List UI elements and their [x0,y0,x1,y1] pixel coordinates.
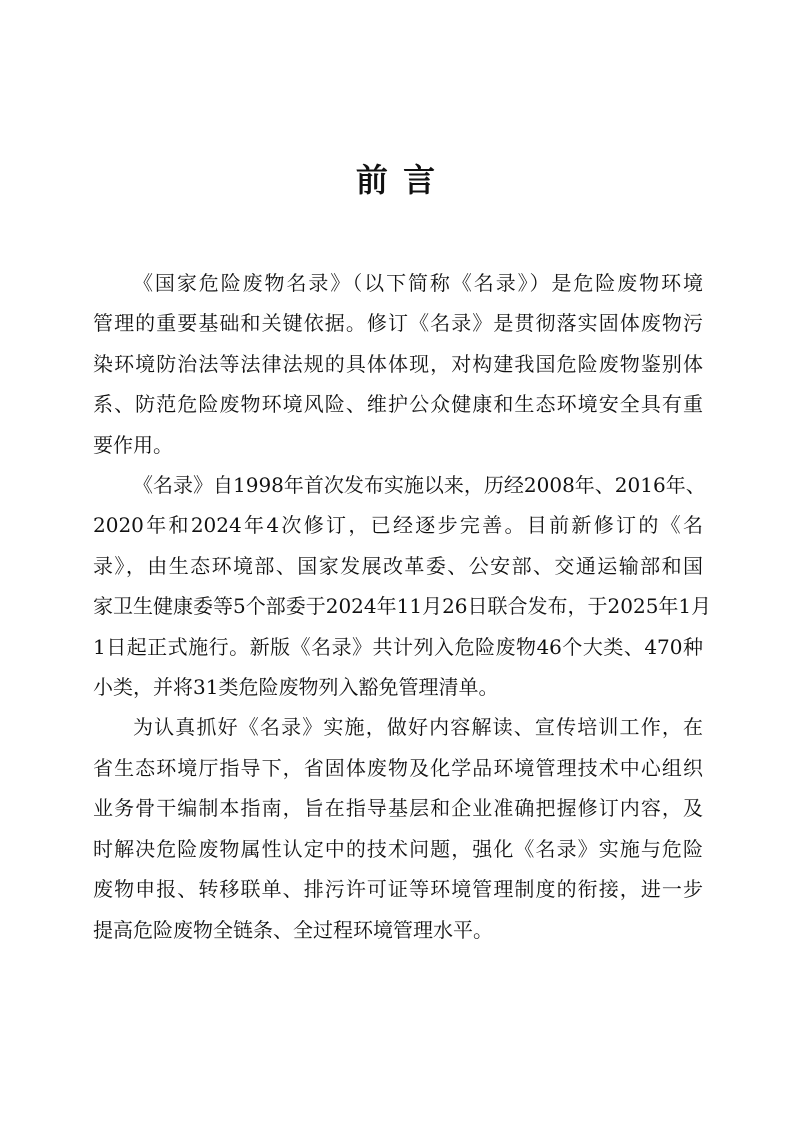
paragraph-line: 录》，由生态环境部、国家发展改革委、公安部、交通运输部和国 [93,553,703,578]
paragraph-line: 业务骨干编制本指南，旨在指导基层和企业准确把握修订内容，及 [93,796,703,821]
paragraph-line: 2020年和2024年4次修订，已经逐步完善。目前新修订的《名 [93,513,703,538]
paragraph-1 [93,263,703,465]
paragraph-line: 系、防范危险废物环境风险、维护公众健康和生态环境安全具有重 [93,392,703,417]
preface-body [93,263,712,950]
paragraph-line: 染环境防治法等法律法规的具体体现，对构建我国危险废物鉴别体 [93,351,703,376]
paragraph-line: 小类，并将31类危险废物列入豁免管理清单。 [93,675,499,700]
paragraph-line: 废物申报、转移联单、排污许可证等环境管理制度的衔接，进一步 [93,877,703,902]
paragraph-2 [93,465,712,707]
paragraph-line: 管理的重要基础和关键依据。修订《名录》是贯彻落实固体废物污 [93,311,703,336]
paragraph-3 [93,707,703,949]
paragraph-line: 《名录》自1998年首次发布实施以来，历经2008年、2016年、 [133,473,706,498]
paragraph-line: 1日起正式施行。新版《名录》共计列入危险废物46个大类、470种 [93,634,703,659]
paragraph-line: 要作用。 [93,432,173,457]
paragraph-line: 提高危险废物全链条、全过程环境管理水平。 [93,917,493,942]
paragraph-line: 时解决危险废物属性认定中的技术问题，强化《名录》实施与危险 [93,836,703,861]
paragraph-line: 为认真抓好《名录》实施，做好内容解读、宣传培训工作，在 [133,715,703,740]
paragraph-line: 省生态环境厅指导下，省固体废物及化学品环境管理技术中心组织 [93,755,703,780]
paragraph-line: 《国家危险废物名录》（以下简称《名录》）是危险废物环境 [133,271,703,295]
page-title: 前 言 [355,161,438,199]
paragraph-line: 家卫生健康委等5个部委于2024年11月26日联合发布，于2025年1月 [93,594,712,619]
